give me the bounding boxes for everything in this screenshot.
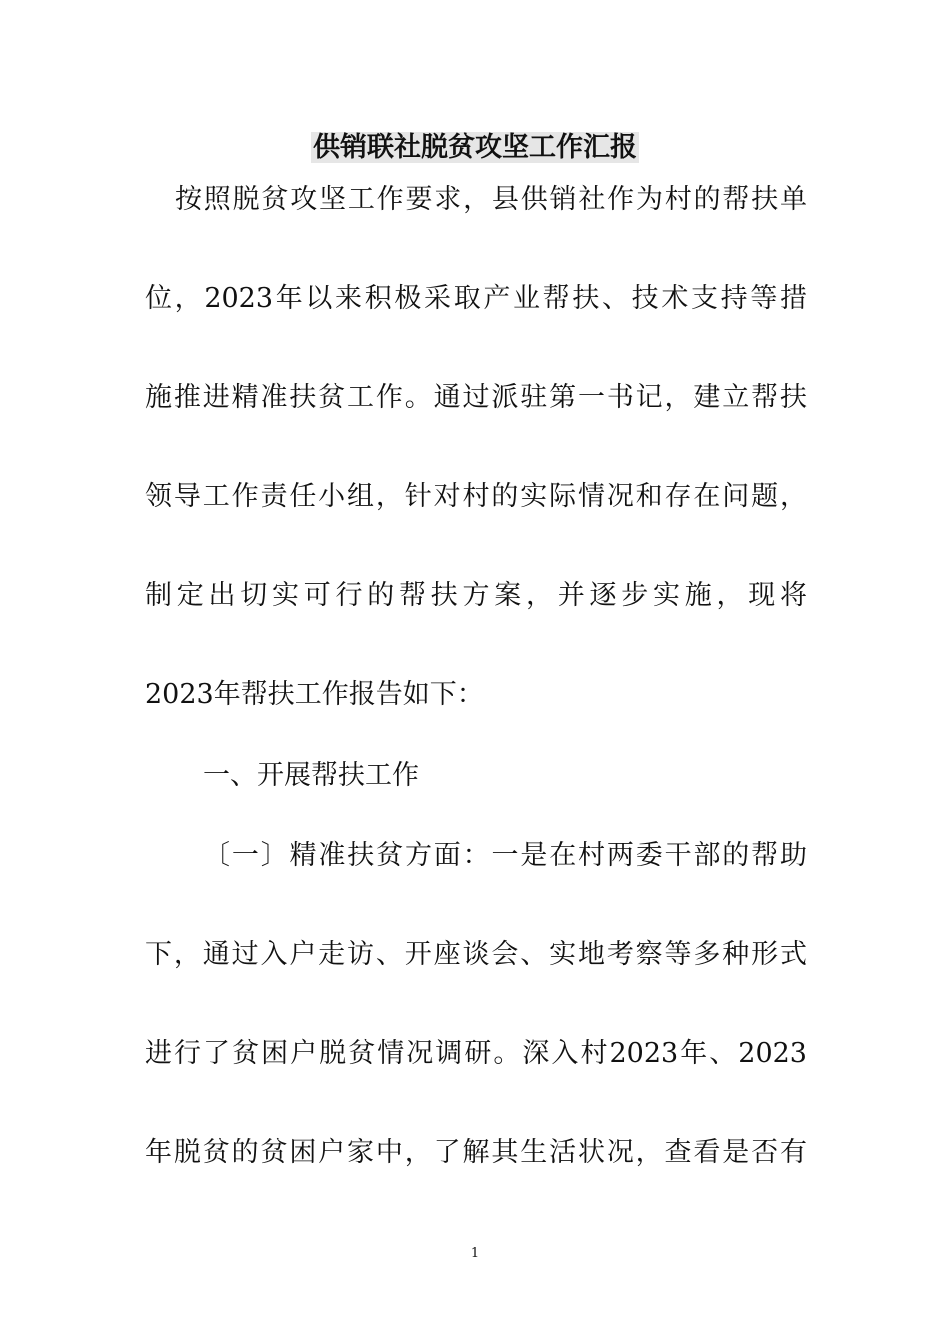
paragraph-line: 施推进精准扶贫工作。通过派驻第一书记，建立帮扶 bbox=[145, 382, 807, 413]
page-number: 1 bbox=[470, 1246, 480, 1261]
paragraph-line: 位，2023年以来积极采取产业帮扶、技术支持等措 bbox=[145, 283, 807, 314]
document-title-text: 供销联社脱贫攻坚工作汇报 bbox=[313, 132, 637, 163]
section-heading: 一、开展帮扶工作 bbox=[203, 760, 419, 791]
paragraph-line: 下，通过入户走访、开座谈会、实地考察等多种形式 bbox=[145, 939, 807, 970]
document-title bbox=[0, 128, 950, 168]
paragraph-line: 制定出切实可行的帮扶方案，并逐步实施，现将 bbox=[145, 580, 807, 611]
paragraph-line: 年脱贫的贫困户家中，了解其生活状况，查看是否有 bbox=[145, 1137, 807, 1168]
paragraph-line: 领导工作责任小组，针对村的实际情况和存在问题， bbox=[145, 481, 807, 512]
paragraph-line: 按照脱贫攻坚工作要求，县供销社作为村的帮扶单 bbox=[175, 184, 807, 215]
paragraph-line: 〔一〕精准扶贫方面：一是在村两委干部的帮助 bbox=[203, 840, 807, 871]
paragraph-line: 2023年帮扶工作报告如下： bbox=[145, 679, 484, 710]
paragraph-line: 进行了贫困户脱贫情况调研。深入村2023年、2023 bbox=[145, 1038, 807, 1069]
